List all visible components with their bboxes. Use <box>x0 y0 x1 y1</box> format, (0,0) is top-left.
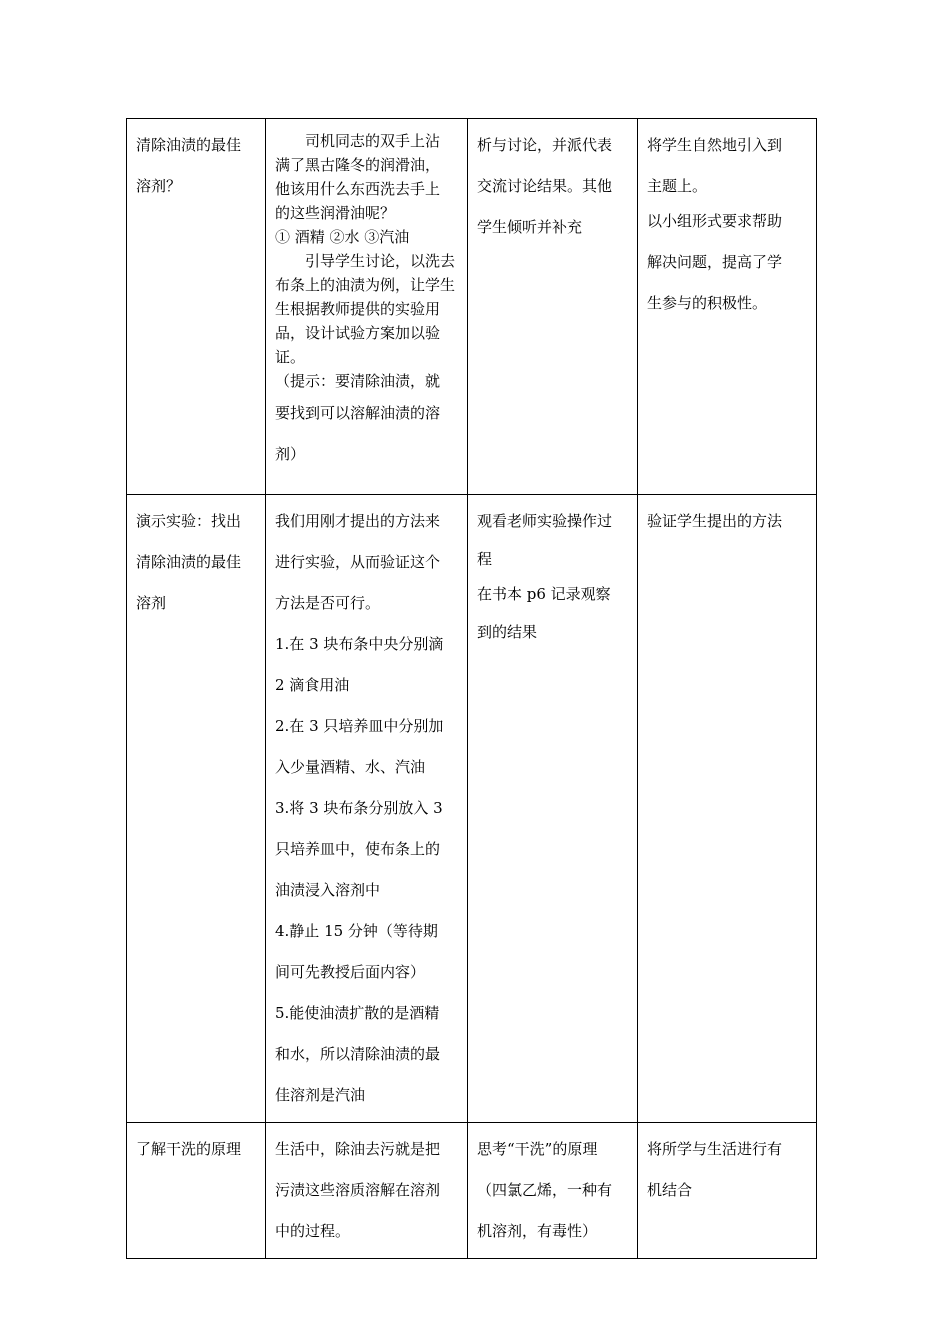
teacher-activity-cell: 司机同志的双手上沾 满了黑古隆冬的润滑油， 他该用什么东西洗去手上 的这些润滑油呢？ ① 酒精 ②水 ③汽油 引导学生讨论，以洗去 布条上的油渍为例，让学生 生根据教师提供的实验用 品，设计试验方案加以验 证。 （提示：要清除油渍，就 要找到可以溶解油渍的溶 剂） <box>266 119 468 495</box>
table-row <box>127 1123 817 1259</box>
teacher-activity-cell: 我们用刚才提出的方法来 进行实验，从而验证这个 方法是否可行。 1.在 3 块布条中央分别滴 2 滴食用油 2.在 3 只培养皿中分别加 入少量酒精、水、汽油 3.将 3 块布条分别放入 3 只培养皿中，使布条上的 油渍浸入溶剂中 4.静止 15 分钟（等待期 间可先教授后面内容） 5.能使油渍扩散的是酒精 和水，所以清除油渍的最 佳溶剂是汽油 <box>266 495 468 1123</box>
student-activity-cell: 思考“干洗”的原理 （四氯乙烯，一种有 机溶剂，有毒性） <box>468 1123 638 1259</box>
purpose-cell: 将学生自然地引入到 主题上。 以小组形式要求帮助 解决问题，提高了学 生参与的积极性。 <box>638 119 817 495</box>
purpose-cell: 将所学与生活进行有 机结合 <box>638 1123 817 1259</box>
student-activity-cell: 析与讨论，并派代表 交流讨论结果。其他 学生倾听并补充 <box>468 119 638 495</box>
table-row <box>127 495 817 1123</box>
topic-cell: 清除油渍的最佳 溶剂？ <box>127 119 266 495</box>
lesson-plan-table <box>126 118 817 1259</box>
table-row <box>127 119 817 495</box>
topic-cell: 演示实验：找出 清除油渍的最佳 溶剂 <box>127 495 266 1123</box>
student-activity-cell: 观看老师实验操作过 程 在书本 p6 记录观察 到的结果 <box>468 495 638 1123</box>
teacher-activity-cell: 生活中，除油去污就是把 污渍这些溶质溶解在溶剂 中的过程。 <box>266 1123 468 1259</box>
topic-cell: 了解干洗的原理 <box>127 1123 266 1259</box>
purpose-cell: 验证学生提出的方法 <box>638 495 817 1123</box>
